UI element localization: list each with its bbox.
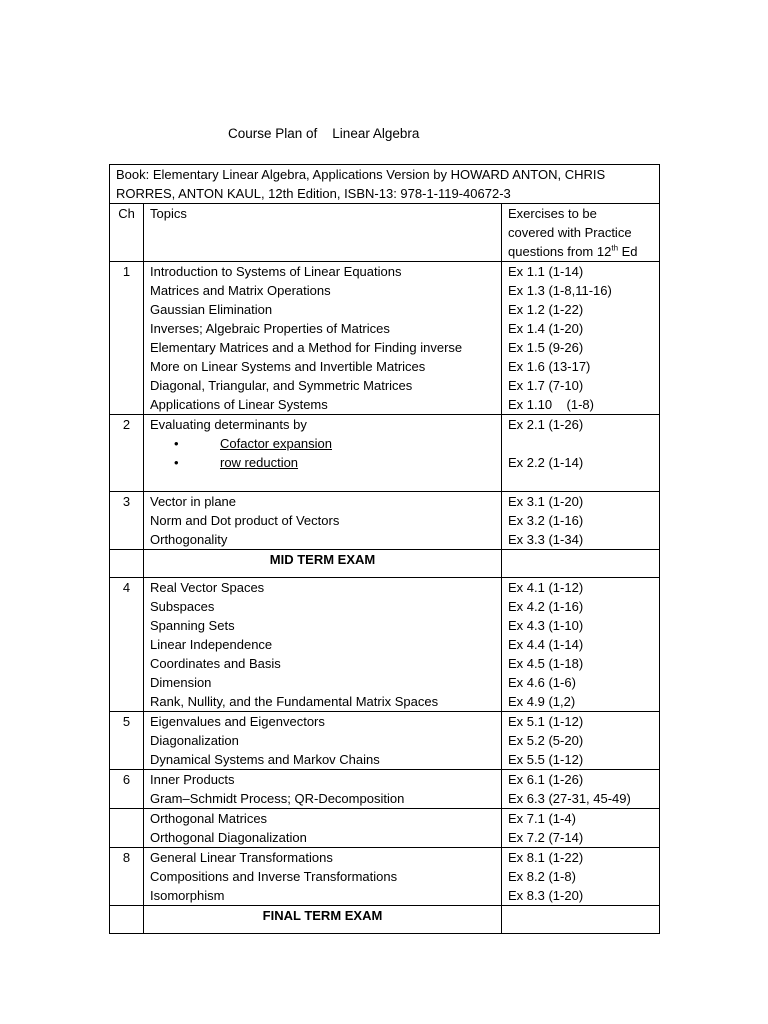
- exercise-item: Ex 8.1 (1-22): [508, 850, 584, 865]
- chapter-topics: [144, 492, 502, 550]
- chapter-number: [110, 809, 144, 848]
- chapter-topics: [144, 712, 502, 770]
- header-exercises-line: covered with Practice: [508, 225, 632, 240]
- header-topics: Topics: [144, 204, 502, 262]
- bullet-list-item: [150, 453, 495, 472]
- chapter-row-3: [110, 492, 660, 550]
- chapter-number: 2: [110, 415, 144, 492]
- topic-item: Elementary Matrices and a Method for Finding inverse: [150, 340, 463, 355]
- superscript-th: th: [611, 243, 619, 253]
- page-title: Course Plan of Linear Algebra: [228, 126, 420, 141]
- topic-item: Gram–Schmidt Process; QR-Decomposition: [150, 791, 405, 806]
- chapter-number: 6: [110, 770, 144, 809]
- bullet-list-item: [150, 434, 495, 453]
- chapter-topics: [144, 415, 502, 492]
- chapter-number: 4: [110, 578, 144, 712]
- exercise-item: Ex 1.4 (1-20): [508, 321, 584, 336]
- exercise-item: Ex 3.2 (1-16): [508, 513, 584, 528]
- topic-item: Dynamical Systems and Markov Chains: [150, 752, 380, 767]
- topic-item: Spanning Sets: [150, 618, 235, 633]
- bullet-text: Cofactor expansion: [220, 436, 333, 451]
- exercise-item: Ex 1.10 (1-8): [508, 397, 594, 412]
- chapter-row-4: [110, 578, 660, 712]
- exercise-item: Ex 1.7 (7-10): [508, 378, 584, 393]
- header-exercises-tail: Ed: [618, 244, 638, 259]
- book-row: [110, 165, 660, 204]
- midterm-exam-label: MID TERM EXAM: [144, 550, 502, 578]
- chapter-number: 3: [110, 492, 144, 550]
- course-plan-table: [109, 164, 660, 934]
- exercise-item: Ex 5.5 (1-12): [508, 752, 584, 767]
- chapter-topics: [144, 848, 502, 906]
- bullet-icon: •: [174, 455, 179, 470]
- finalterm-exam-label: FINAL TERM EXAM: [144, 906, 502, 934]
- exercise-item: Ex 4.5 (1-18): [508, 656, 584, 671]
- header-exercises-line: Exercises to be: [508, 206, 597, 221]
- chapter-exercises: [502, 809, 660, 848]
- chapter-exercises: [502, 712, 660, 770]
- topic-item: Isomorphism: [150, 888, 225, 903]
- topic-item: Linear Independence: [150, 637, 273, 652]
- exercise-item: Ex 4.9 (1,2): [508, 694, 576, 709]
- empty-cell: [110, 906, 144, 934]
- topic-item: Coordinates and Basis: [150, 656, 281, 671]
- topic-item: Matrices and Matrix Operations: [150, 283, 331, 298]
- chapter-exercises: [502, 492, 660, 550]
- topic-item: Real Vector Spaces: [150, 580, 265, 595]
- topic-item: Rank, Nullity, and the Fundamental Matrix Spaces: [150, 694, 439, 709]
- header-ch: Ch: [110, 204, 144, 262]
- topic-item: Orthogonal Matrices: [150, 811, 268, 826]
- header-exercises-text: questions from 12: [508, 244, 612, 259]
- chapter-row-6: [110, 770, 660, 809]
- topic-item: Inverses; Algebraic Properties of Matrices: [150, 321, 390, 336]
- exercise-item: Ex 3.3 (1-34): [508, 532, 584, 547]
- bullet-icon: •: [174, 436, 179, 451]
- chapter-row-5: [110, 712, 660, 770]
- empty-cell: [502, 906, 660, 934]
- exercise-item: Ex 4.2 (1-16): [508, 599, 584, 614]
- topic-item: Vector in plane: [150, 494, 237, 509]
- chapter-topics: [144, 262, 502, 415]
- chapter-row-2: [110, 415, 660, 492]
- blank-line: [508, 434, 653, 453]
- blank-line: [150, 472, 495, 491]
- midterm-row: [110, 550, 660, 578]
- exercise-item: Ex 4.1 (1-12): [508, 580, 584, 595]
- exercise-item: Ex 4.4 (1-14): [508, 637, 584, 652]
- topic-item: Gaussian Elimination: [150, 302, 273, 317]
- topic-item: Diagonalization: [150, 733, 239, 748]
- topic-item: Norm and Dot product of Vectors: [150, 513, 340, 528]
- exercise-item: Ex 1.6 (13-17): [508, 359, 591, 374]
- chapter-number: 8: [110, 848, 144, 906]
- exercise-item: Ex 1.2 (1-22): [508, 302, 584, 317]
- exercise-item: Ex 5.1 (1-12): [508, 714, 584, 729]
- topic-item: Eigenvalues and Eigenvectors: [150, 714, 325, 729]
- chapter-topics: [144, 578, 502, 712]
- chapter-number: 1: [110, 262, 144, 415]
- chapter-topics: [144, 770, 502, 809]
- topic-item: More on Linear Systems and Invertible Matrices: [150, 359, 426, 374]
- topic-item: Dimension: [150, 675, 212, 690]
- chapter-exercises: [502, 578, 660, 712]
- chapter-row-7: [110, 809, 660, 848]
- exercise-item: Ex 1.3 (1-8,11-16): [508, 283, 612, 298]
- bullet-text: row reduction: [220, 455, 299, 470]
- header-exercises: [502, 204, 660, 262]
- topic-item: Compositions and Inverse Transformations: [150, 869, 398, 884]
- topic-item: Inner Products: [150, 772, 235, 787]
- topic-item: Introduction to Systems of Linear Equations: [150, 264, 402, 279]
- exercise-item: Ex 4.6 (1-6): [508, 675, 576, 690]
- exercise-item: Ex 2.2 (1-14): [508, 455, 584, 470]
- topic-item: Orthogonality: [150, 532, 228, 547]
- empty-cell: [502, 550, 660, 578]
- empty-cell: [110, 550, 144, 578]
- topic-item: Evaluating determinants by: [150, 417, 307, 432]
- exercise-item: Ex 5.2 (5-20): [508, 733, 584, 748]
- topic-item: Subspaces: [150, 599, 215, 614]
- chapter-exercises: [502, 262, 660, 415]
- exercise-item: Ex 8.2 (1-8): [508, 869, 576, 884]
- exercise-item: Ex 2.1 (1-26): [508, 417, 584, 432]
- topic-item: Orthogonal Diagonalization: [150, 830, 307, 845]
- chapter-row-8: [110, 848, 660, 906]
- chapter-exercises: [502, 848, 660, 906]
- exercise-item: Ex 3.1 (1-20): [508, 494, 584, 509]
- topic-item: General Linear Transformations: [150, 850, 333, 865]
- finalterm-row: [110, 906, 660, 934]
- exercise-item: Ex 4.3 (1-10): [508, 618, 584, 633]
- header-exercises-line: [508, 242, 653, 261]
- exercise-item: Ex 8.3 (1-20): [508, 888, 584, 903]
- exercise-item: Ex 1.1 (1-14): [508, 264, 584, 279]
- topic-item: Diagonal, Triangular, and Symmetric Matrices: [150, 378, 413, 393]
- chapter-number: 5: [110, 712, 144, 770]
- chapter-exercises: [502, 770, 660, 809]
- book-info: Book: Elementary Linear Algebra, Applications Version by HOWARD ANTON, CHRIS RORRES, ANTON KAUL, 12th Edition, ISBN-13: 978-1-119-40672-3: [110, 165, 660, 204]
- header-row: [110, 204, 660, 262]
- chapter-exercises: [502, 415, 660, 492]
- exercise-item: Ex 1.5 (9-26): [508, 340, 584, 355]
- topic-item: Applications of Linear Systems: [150, 397, 328, 412]
- chapter-topics: [144, 809, 502, 848]
- chapter-row-1: [110, 262, 660, 415]
- exercise-item: Ex 7.2 (7-14): [508, 830, 584, 845]
- blank-line: [508, 472, 653, 491]
- exercise-item: Ex 6.3 (27-31, 45-49): [508, 791, 631, 806]
- exercise-item: Ex 7.1 (1-4): [508, 811, 576, 826]
- exercise-item: Ex 6.1 (1-26): [508, 772, 584, 787]
